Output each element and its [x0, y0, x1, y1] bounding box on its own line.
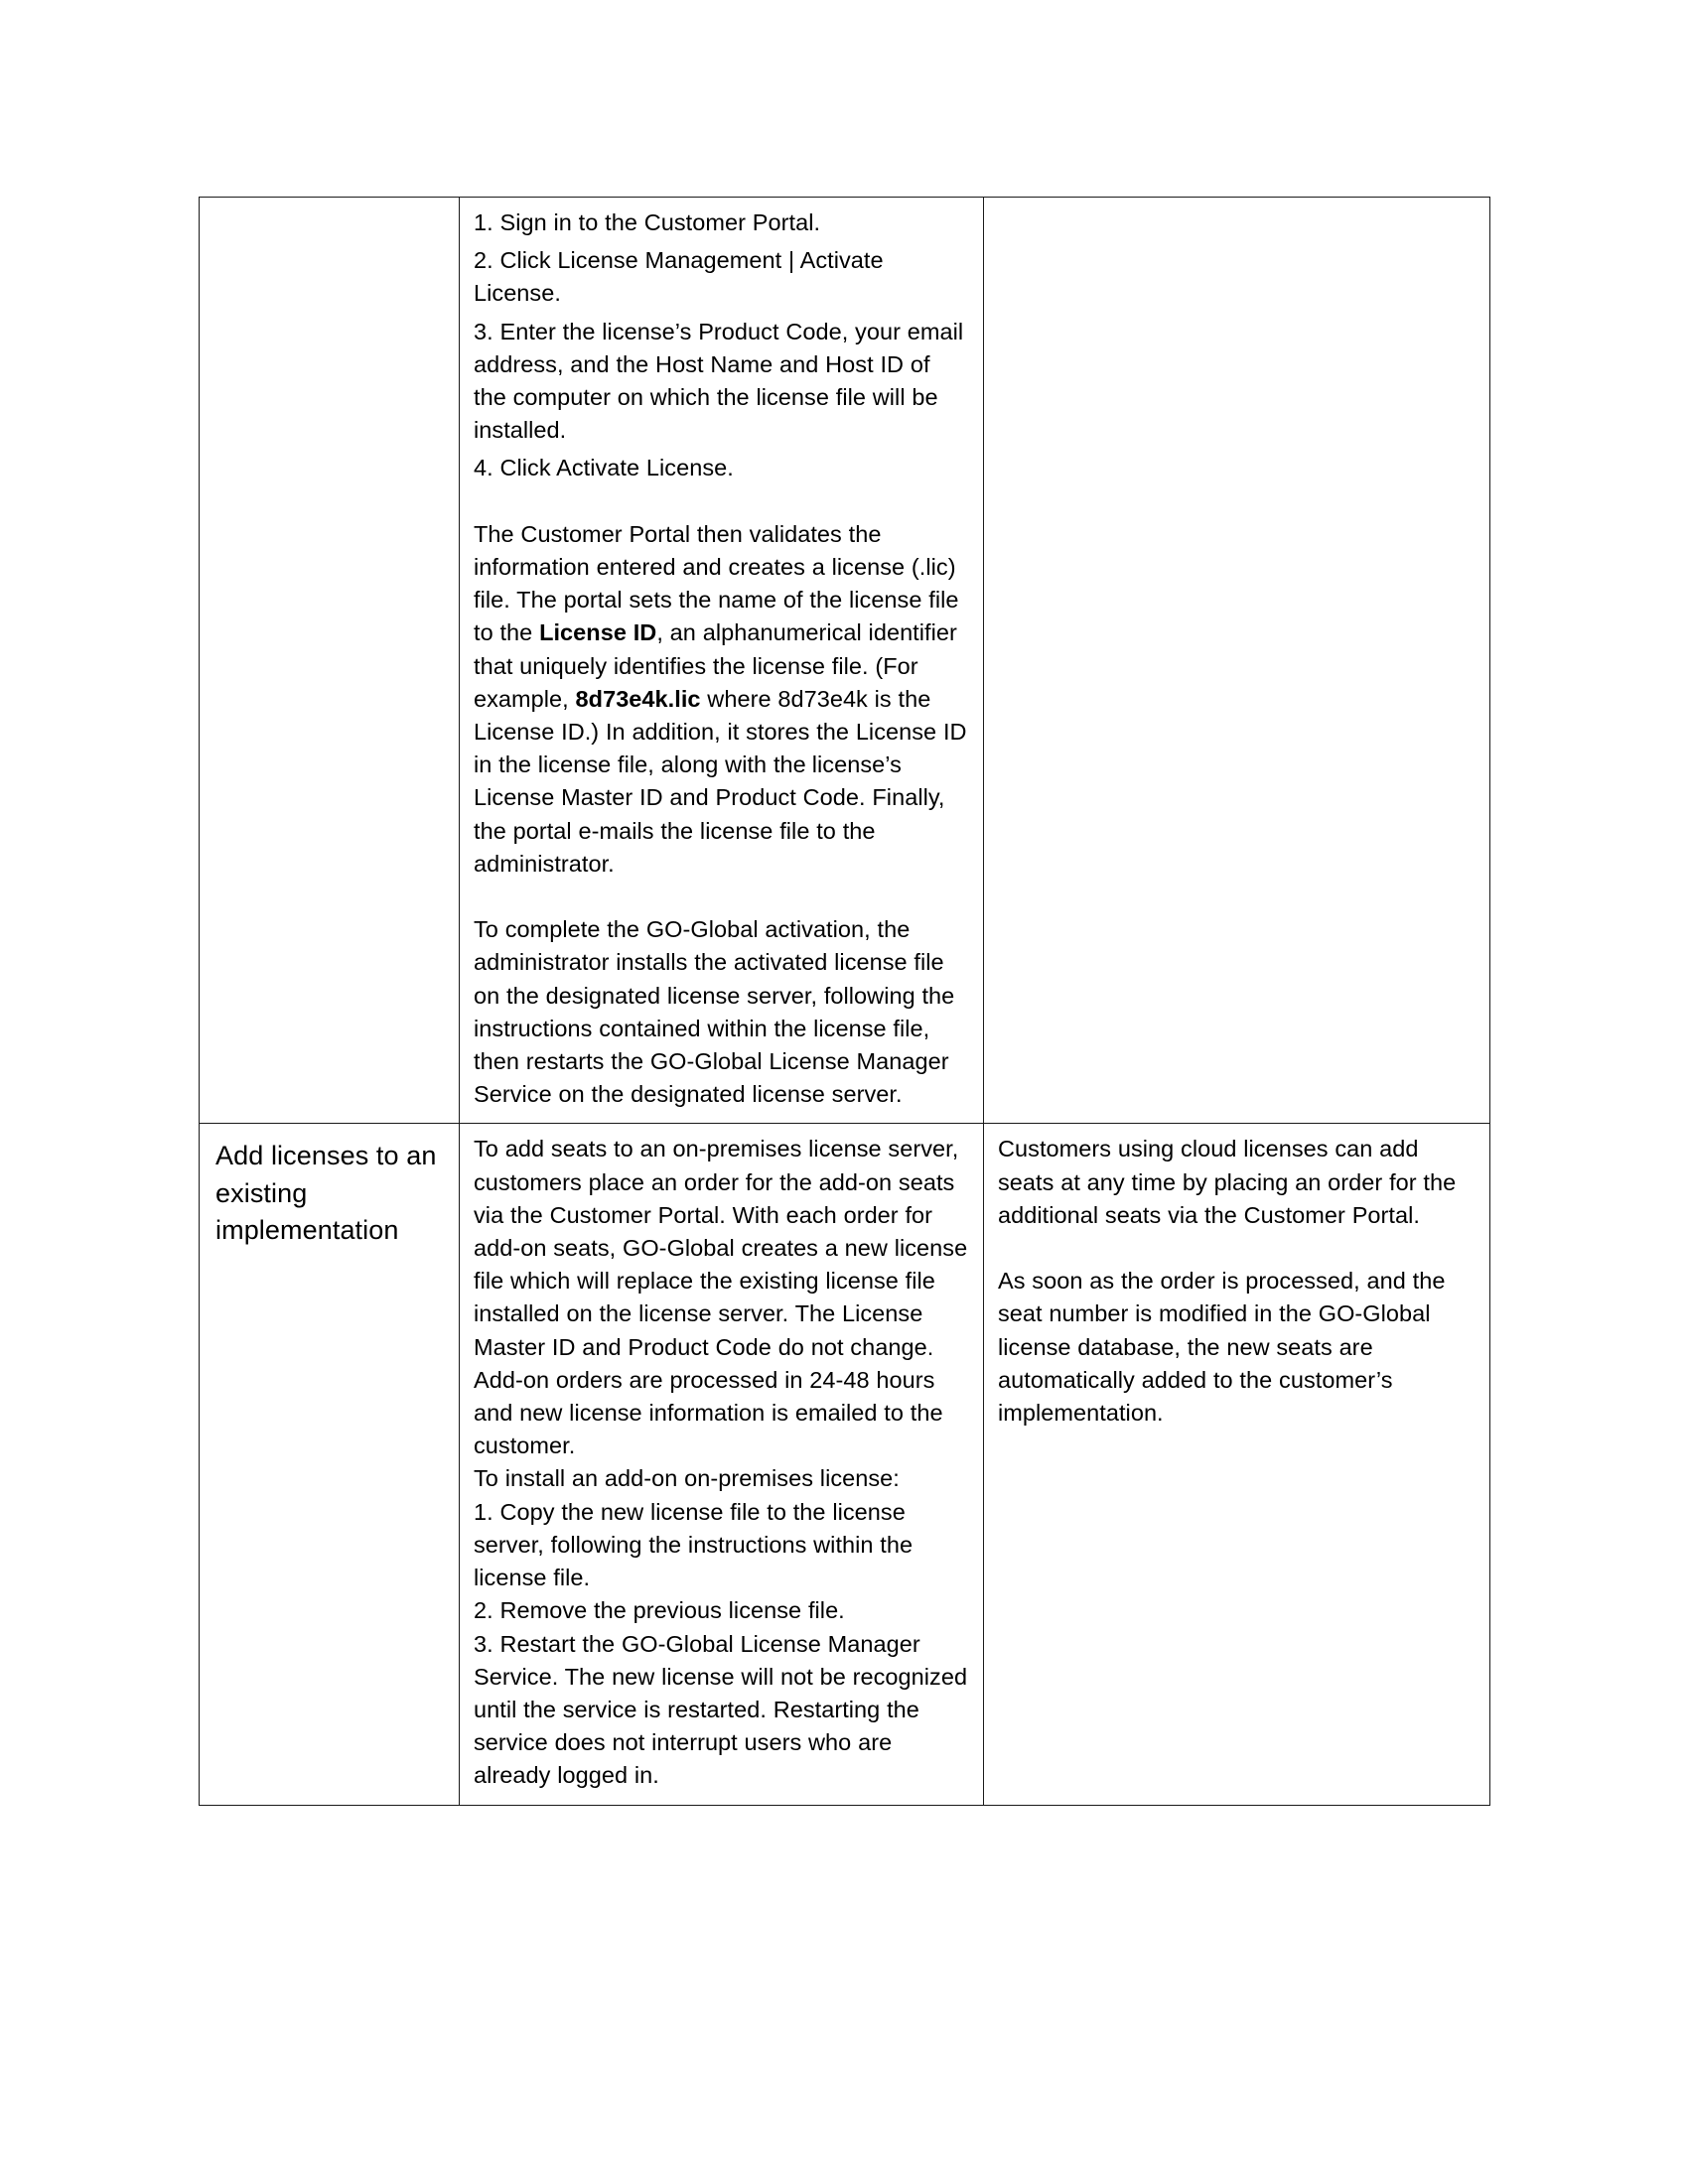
topic-cell-row2 [200, 1124, 460, 1805]
activation-step-4: 4. Click Activate License. [474, 455, 734, 481]
table-row [200, 198, 1490, 1124]
comparison-table [199, 197, 1490, 1806]
on-premises-cell-row1 [460, 198, 984, 1124]
install-addon-intro: To install an add-on on-premises license: [474, 1465, 900, 1492]
cloud-add-seats-paragraph: Customers using cloud licenses can add seats at any time by placing an order for the additional seats via the Customer Portal. [998, 1136, 1457, 1228]
activation-completion-paragraph: To complete the GO-Global activation, the administrator installs the activated license file on the designated license server, following the instructions contained within the license file, then restarts the GO-Global License Manager Service on the designated license server. [474, 916, 955, 1108]
validation-text-part-2: , an alphanumerical identifier that uniquely identifies the license file. (For example, [474, 619, 957, 712]
license-file-example: 8d73e4k.lic [575, 685, 701, 712]
install-step-2: 2. Remove the previous license file. [474, 1597, 845, 1624]
cloud-cell-row2 [984, 1124, 1490, 1805]
license-id-term: License ID [539, 619, 657, 646]
validation-text-part-1: The Customer Portal then validates the information entered and creates a license (.lic) file. The portal sets the name of the license file to the [474, 520, 959, 646]
activation-step-1: 1. Sign in to the Customer Portal. [474, 209, 821, 235]
table-row [200, 1124, 1490, 1805]
validation-text-part-4: license’s License Master ID and Product Code. Finally, the portal e-mails the license file to the administrator. [474, 751, 945, 877]
activation-step-3: 3. Enter the license’s Product Code, your email address, and the Host Name and Host ID of the computer on which the license file will be installed. [474, 318, 964, 444]
cloud-order-processed-paragraph: As soon as the order is processed, and the seat number is modified in the GO-Global license database, the new seats are automatically added to the customer’s implementation. [998, 1268, 1446, 1427]
topic-label-add-licenses: Add licenses to an existing implementation [215, 1141, 437, 1246]
install-step-1: 1. Copy the new license file to the license server, following the instructions within the license file. [474, 1498, 914, 1591]
topic-cell-row1 [200, 198, 460, 1124]
cloud-cell-row1 [984, 198, 1490, 1124]
activation-validation-paragraph [474, 518, 969, 881]
add-seats-onprem-paragraph: To add seats to an on-premises license server, customers place an order for the add-on seats via the Customer Portal. With each order for add-on seats, GO-Global creates a new license file which will replace the existing license file installed on the license server. The License Master ID and Product Code do not change. Add-on orders are processed in 24-48 hours and new license information is emailed to the customer. [474, 1136, 968, 1459]
validation-text-part-3: where 8d73e4k is the License ID.) In addition, it stores the License ID in the license file, along with the [474, 685, 967, 778]
install-step-3: 3. Restart the GO-Global License Manager Service. The new license will not be recognized until the service is restarted. Restarting the service does not interrupt users who are already logged in. [474, 1630, 968, 1789]
activation-step-2: 2. Click License Management | Activate License. [474, 247, 884, 307]
on-premises-cell-row2 [460, 1124, 984, 1805]
